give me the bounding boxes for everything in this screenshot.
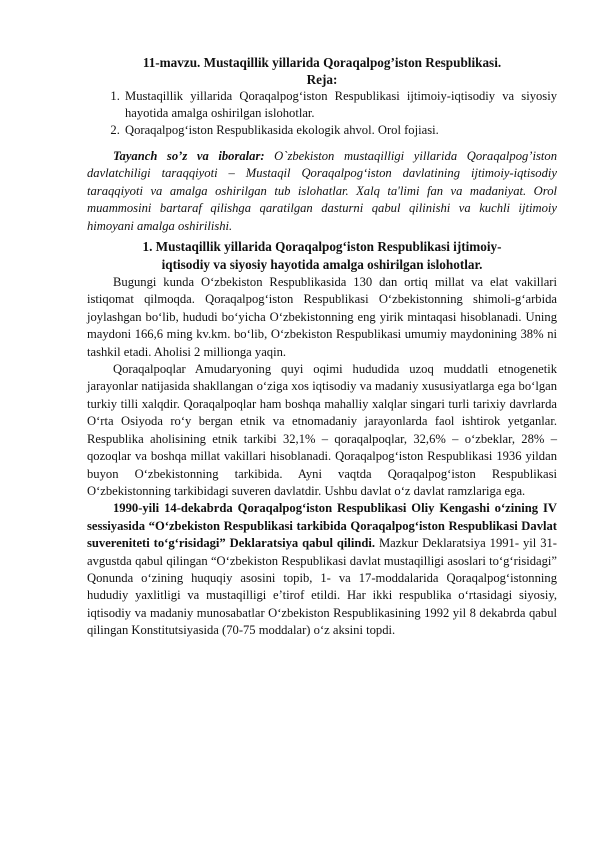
plan-item: 1. Mustaqillik yillarida Qoraqalpog‘iston Respublikasi ijtimoiy-iqtisodiy va siyosiy hayotida amalga oshirilgan islohotlar.: [123, 88, 557, 122]
plan-list: [87, 88, 557, 139]
keywords-paragraph: [87, 148, 557, 235]
keywords-label: Tayanch so’z va iboralar:: [113, 149, 265, 163]
document-page: [87, 54, 557, 640]
declaration-lead: 1990-yili 14-dekabrda Qoraqalpog‘iston Respublikasi Oliy Kengashi o‘zining IV sessiyasida “O‘zbekiston Respublikasi tarkibida Qoraqalpog‘iston Respublikasi Davlat suvereniteti to‘g‘risidagi” Deklaratsiya qabul qilindi.: [87, 501, 557, 551]
body-paragraph-2: Qoraqalpoqlar Amudaryoning quyi oqimi hududida uzoq muddatli etnogenetik jarayonlar natijasida shakllangan o‘ziga xos iqtisodiy va madaniy xususiyatlarga ega bo‘lgan turkiy tilli xalqdir. Qoraqalpoqlar ham boshqa mahalliy xalqlar singari turli tarixiy davrlarda O‘rta Osiyoda ro‘y bergan etnik va etnomadaniy jarayonlarda faol ishtirok yetganlar. Respublika aholisining etnik tarkibi 32,1% – qoraqalpoqlar, 32,6% – o‘zbeklar, 28% – qozoqlar va boshqa millat vakillari hisoblanadi. Qoraqalpog‘iston Respublikasi 1936 yildan buyon O‘zbekistonning tarkibida. Ayni vaqtda Qoraqalpog‘iston Respublikasi O‘zbekistonning tarkibidagi suveren davlatdir. Ushbu davlat o‘z davlat ramzlariga ega.: [87, 362, 557, 498]
declaration-text: Mazkur Deklaratsiya 1991- yil 31-avgustda qabul qilingan “O‘zbekiston Respublikasi davlat mustaqilligi asoslari to‘g‘risidagi” Qonunda o‘zining huquqiy asosini topib, 1- va 17-moddalarida Qoraqalpog‘istonning hududiy yaxlitligi va mustaqilligi e’tirof etildi. Har ikki respublika o‘rtasidagi siyosiy, iqtisodiy va madaniy munosabatlar O‘zbekiston Respublikasining 1992 yil 8 dekabrda qabul qilingan Konstitutsiyasida (70-75 moddalar) o‘z aksini topdi.: [87, 536, 557, 638]
section-heading: 1. Mustaqillik yillarida Qoraqalpog‘iston Respublikasi ijtimoiy-iqtisodiy va siyosiy hayotida amalga oshirilgan islohotlar.: [142, 239, 502, 272]
plan-heading: Reja:: [306, 72, 338, 87]
body-paragraph-3: [87, 500, 557, 639]
plan-item: 2. Qoraqalpog‘iston Respublikasida ekologik ahvol. Orol fojiasi.: [123, 122, 557, 139]
keywords-text: O`zbekiston mustaqilligi yillarida Qoraqalpog’iston davlatchiligi taraqqiyoti – Mustaqil Qoraqalpog‘iston davlatining ijtimoiy-iqtisodiy taraqqiyoti va amalga oshirilgan tub islohatlar. Xalq ta'limi fan va madaniyat. Orol muammosini bartaraf qilishga qaratilgan dasturni qabul qilinishi va kuchli ijtimoiy himoyani amalga oshirilishi.: [87, 149, 557, 233]
topic-title: 11-mavzu. Mustaqillik yillarida Qoraqalpog’iston Respublikasi.: [142, 55, 502, 70]
body-paragraph-1: Bugungi kunda O‘zbekiston Respublikasida 130 dan ortiq millat va elat vakillari istiqomat qilmoqda. Qoraqalpog‘iston Respublikasi O‘zbekistonning shimoli-g‘arbida joylashgan bo‘lib, hududi bo‘yicha O‘zbekistonning eng yirik mintaqasi hisoblanadi. Uning maydoni 166,6 ming kv.km. bo‘lib, O‘zbekiston Respublikasi umumiy maydonining 38% ni tashkil etadi. Aholisi 2 millionga yaqin.: [87, 275, 557, 359]
